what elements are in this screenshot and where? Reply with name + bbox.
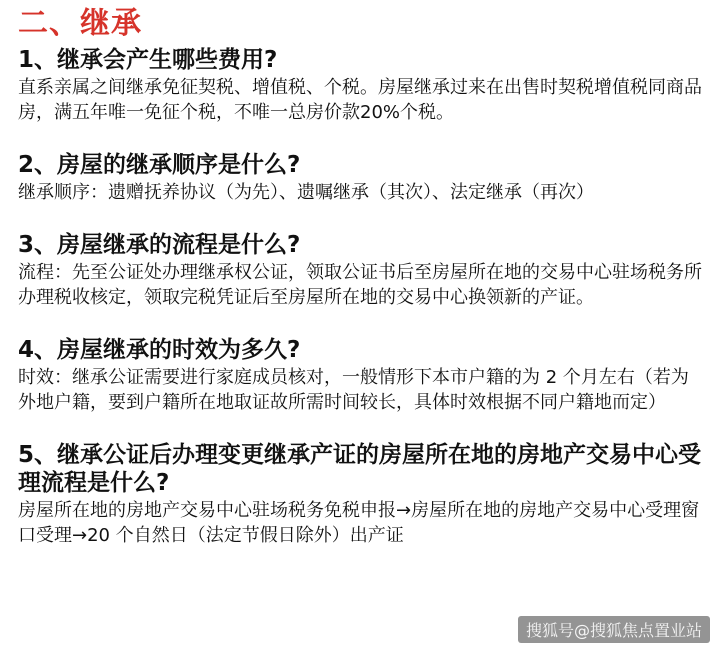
qa-item-5 bbox=[18, 441, 702, 548]
answer-2: 继承顺序：遗赠抚养协议（为先）、遗嘱继承（其次）、法定继承（再次） bbox=[18, 182, 594, 203]
qa-item-4 bbox=[18, 336, 702, 415]
answer-3: 流程：先至公证处办理继承权公证，领取公证书后至房屋所在地的交易中心驻场税务所办理税收核定，领取完税凭证后至房屋所在地的交易中心换领新的产证。 bbox=[18, 262, 702, 308]
answer-1: 直系亲属之间继承免征契税、增值税、个税。房屋继承过来在出售时契税增值税同商品房，满五年唯一免征个税，不唯一总房价款20%个税。 bbox=[18, 77, 702, 123]
watermark-label: 搜狐号@搜狐焦点置业站 bbox=[518, 616, 710, 643]
section-title: 二、继承 bbox=[18, 6, 142, 41]
question-3: 3、房屋继承的流程是什么? bbox=[18, 232, 301, 258]
qa-item-2 bbox=[18, 151, 702, 205]
question-5: 5、继承公证后办理变更继承产证的房屋所在地的房地产交易中心受理流程是什么? bbox=[18, 442, 702, 496]
question-2: 2、房屋的继承顺序是什么? bbox=[18, 152, 301, 178]
answer-4: 时效：继承公证需要进行家庭成员核对，一般情形下本市户籍的为 2 个月左右（若为外地户籍，要到户籍所在地取证故所需时间较长，具体时效根据不同户籍地而定） bbox=[18, 367, 689, 413]
question-1: 1、继承会产生哪些费用? bbox=[18, 47, 278, 73]
question-4: 4、房屋继承的时效为多久? bbox=[18, 337, 301, 363]
qa-item-3 bbox=[18, 231, 702, 310]
answer-5: 房屋所在地的房地产交易中心驻场税务免税申报→房屋所在地的房地产交易中心受理窗口受理→20 个自然日（法定节假日除外）出产证 bbox=[18, 500, 700, 546]
qa-item-1 bbox=[18, 46, 702, 125]
